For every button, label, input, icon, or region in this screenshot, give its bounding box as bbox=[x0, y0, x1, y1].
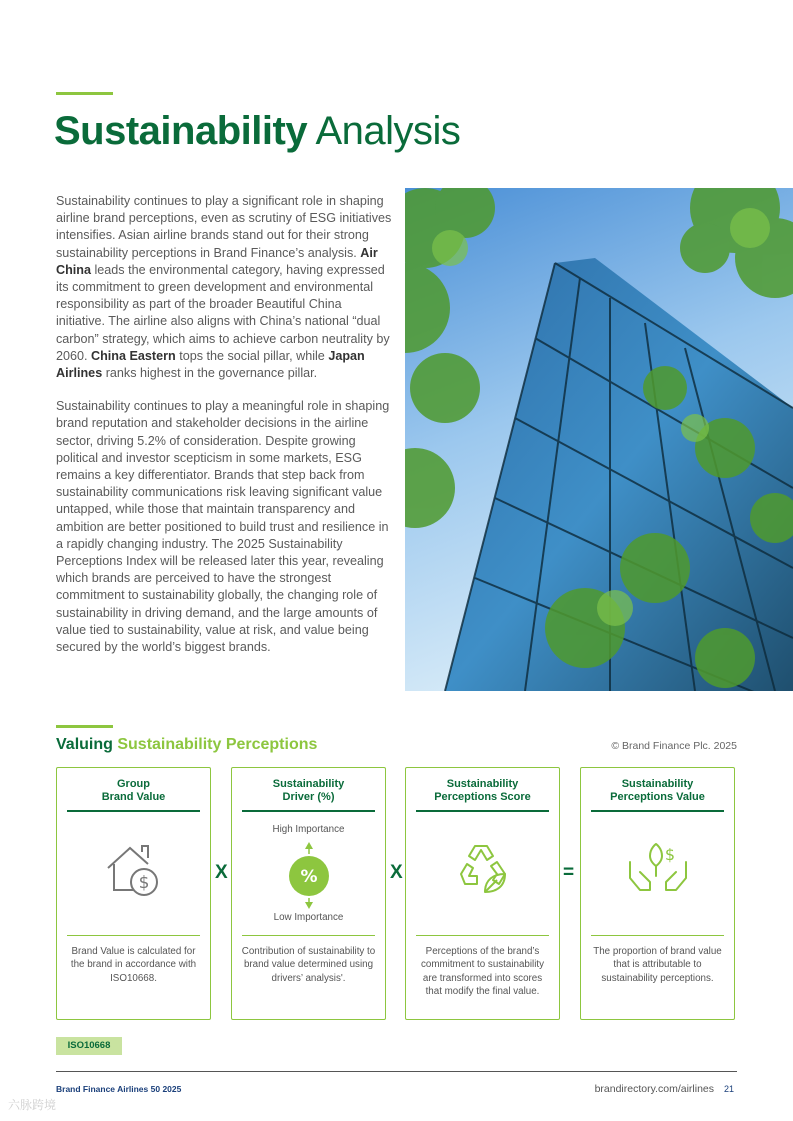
card-description: The proportion of brand value that is attributable to sustainability perceptions. bbox=[593, 946, 722, 984]
svg-text:$: $ bbox=[664, 845, 675, 864]
card-group-brand-value bbox=[56, 767, 211, 1020]
card-perceptions-value bbox=[580, 767, 735, 1020]
equals-operator: = bbox=[563, 862, 575, 883]
card-heading-line1: Sustainability bbox=[446, 778, 519, 790]
card-heading-line1: Sustainability bbox=[272, 778, 345, 790]
text-run: Sustainability continues to play a significant role in shaping airline brand perceptions, even as scrutiny of ESG initiatives intensifies. Asian airline brands stand out for their strong sustainability perceptions in Brand Finance’s analysis. bbox=[56, 194, 392, 260]
card-description: Perceptions of the brand’s commitment to sustainability are transformed into scores that modify the final value. bbox=[420, 946, 545, 997]
watermark: 六脉跨境 bbox=[8, 1098, 57, 1112]
building-photo bbox=[405, 188, 793, 691]
card-heading-line1: Group bbox=[116, 778, 150, 790]
footer-divider bbox=[56, 1071, 737, 1072]
card-heading bbox=[242, 778, 375, 812]
high-importance-label: High Importance bbox=[272, 824, 345, 835]
paragraph-2: Sustainability continues to play a meaningful role in shaping brand reputation and stakeholder decisions in the airline sector, driving 5.2% of consideration. Despite growing political and investor scepticism in some markets, ESG remains a key differentiator. Brands that step back from sustainability communications risk leaving significant value untapped, while those that maintain transparency and ambition are better positioned to build trust and resilience in a rapidly changing industry. The 2025 Sustainability Perceptions Index will be released later this year, revealing which brands are perceived to have the strongest commitment to sustainability globally, the changing role of sustainability in driving demand, and the large amounts of value tied to sustainability, value at risk, and value being secured by the world’s biggest brands. bbox=[56, 399, 390, 655]
paragraph-1 bbox=[56, 193, 392, 382]
card-heading-line2: Perceptions Score bbox=[434, 790, 531, 803]
footer-url[interactable]: brandirectory.com/airlines bbox=[594, 1083, 714, 1095]
card-rule bbox=[242, 935, 375, 936]
page-title bbox=[54, 105, 460, 157]
text-run: leads the environmental category, having expressed its commitment to green development and environmental responsibility as part of the broader Beautiful China initiative. The airline also aligns with China’s national “dual carbon” strategy, which aims to achieve carbon neutrality by 2060. bbox=[56, 262, 390, 363]
page-number: 21 bbox=[724, 1084, 735, 1094]
recycle-leaf-icon bbox=[406, 840, 559, 900]
low-importance-label: Low Importance bbox=[273, 912, 344, 923]
percent-icon bbox=[232, 840, 385, 910]
body-text bbox=[56, 193, 392, 672]
card-heading-line2: Perceptions Value bbox=[610, 790, 705, 803]
section-title bbox=[56, 736, 317, 754]
multiply-operator: X bbox=[390, 862, 403, 883]
brand-name: Air China bbox=[56, 245, 378, 277]
card-rule bbox=[67, 935, 200, 936]
text-run: tops the social pillar, while bbox=[175, 348, 329, 363]
card-sustainability-driver bbox=[231, 767, 386, 1020]
copyright: © Brand Finance Plc. 2025 bbox=[611, 740, 737, 752]
card-heading bbox=[416, 778, 549, 812]
glass-building-image bbox=[405, 188, 793, 691]
brand-name: Japan Airlines bbox=[56, 348, 365, 381]
card-perceptions-score bbox=[405, 767, 560, 1020]
card-heading bbox=[67, 778, 200, 812]
card-description: Contribution of sustainability to brand value determined using drivers’ analysis'. bbox=[241, 946, 376, 984]
card-heading-line2: Driver (%) bbox=[282, 790, 335, 803]
page-title-light: Analysis bbox=[307, 109, 461, 153]
card-heading-line2: Brand Value bbox=[101, 790, 166, 803]
text-run: ranks highest in the governance pillar. bbox=[102, 366, 318, 381]
card-rule bbox=[416, 935, 549, 936]
title-accent-line bbox=[56, 92, 113, 95]
multiply-operator: X bbox=[215, 862, 228, 883]
card-description: Brand Value is calculated for the brand in accordance with ISO10668. bbox=[70, 946, 197, 984]
section-title-dark: Valuing bbox=[56, 736, 118, 753]
card-rule bbox=[591, 935, 724, 936]
brand-name: China Eastern bbox=[91, 348, 176, 363]
house-dollar-icon bbox=[57, 840, 210, 900]
percent-symbol: % bbox=[299, 867, 318, 887]
section-title-green: Sustainability Perceptions bbox=[117, 736, 318, 753]
hands-plant-dollar-icon bbox=[581, 840, 734, 900]
page-title-strong: Sustainability bbox=[54, 109, 308, 153]
footer-publication: Brand Finance Airlines 50 2025 bbox=[56, 1084, 182, 1094]
section-accent-line bbox=[56, 725, 113, 728]
svg-text:$: $ bbox=[138, 873, 149, 893]
iso-badge: ISO10668 bbox=[56, 1037, 122, 1055]
card-heading-line1: Sustainability bbox=[621, 778, 694, 790]
card-heading bbox=[591, 778, 724, 812]
